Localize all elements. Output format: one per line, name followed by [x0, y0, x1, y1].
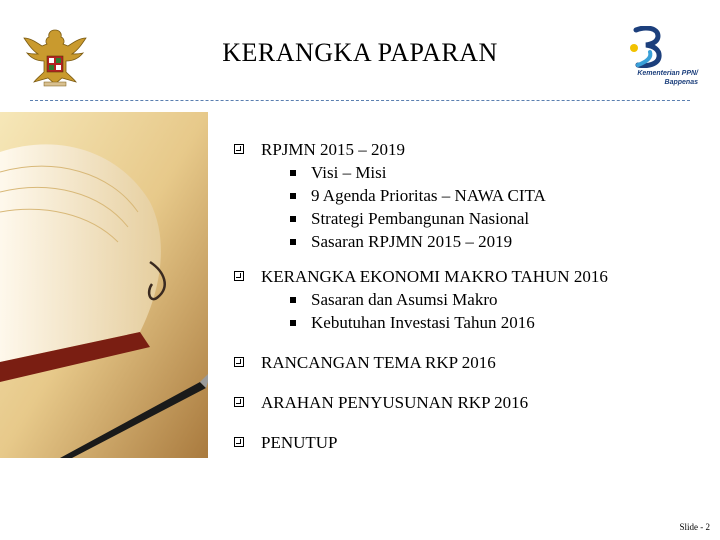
garuda-emblem-icon — [22, 24, 88, 90]
logo-text-line2: Bappenas — [664, 79, 698, 86]
square-bullet-icon — [290, 297, 296, 303]
square-bullet-icon — [290, 193, 296, 199]
section-title: RANCANGAN TEMA RKP 2016 — [261, 353, 496, 372]
bappenas-logo — [618, 26, 698, 92]
book-and-pen-image — [0, 112, 208, 458]
header-divider — [30, 100, 690, 101]
agenda-section-penutup — [234, 431, 704, 454]
sub-list — [288, 288, 608, 334]
list-item: Sasaran dan Asumsi Makro — [288, 288, 608, 311]
agenda-list — [234, 138, 704, 454]
agenda-section-arahan — [234, 391, 704, 414]
agenda-section-tema-rkp — [234, 351, 704, 374]
square-bullet-icon — [290, 320, 296, 326]
bappenas-logo-icon — [624, 26, 674, 68]
section-title: PENUTUP — [261, 433, 338, 452]
list-item: Kebutuhan Investasi Tahun 2016 — [288, 311, 608, 334]
list-item: Sasaran RPJMN 2015 – 2019 — [288, 230, 546, 253]
list-item: 9 Agenda Prioritas – NAWA CITA — [288, 184, 546, 207]
slide-number: Slide - 2 — [679, 522, 710, 532]
list-item: Strategi Pembangunan Nasional — [288, 207, 546, 230]
checkbox-bullet-icon — [234, 271, 244, 281]
checkbox-bullet-icon — [234, 437, 244, 447]
checkbox-bullet-icon — [234, 397, 244, 407]
logo-text-line1: Kementerian PPN/ — [637, 70, 698, 77]
checkbox-bullet-icon — [234, 357, 244, 367]
list-item: Visi – Misi — [288, 161, 546, 184]
square-bullet-icon — [290, 216, 296, 222]
square-bullet-icon — [290, 170, 296, 176]
slide-title: KERANGKA PAPARAN — [222, 38, 498, 67]
section-title: RPJMN 2015 – 2019 — [261, 140, 406, 159]
agenda-section-ekonomi-makro — [234, 265, 704, 334]
agenda-section-rpjmn — [234, 138, 704, 253]
square-bullet-icon — [290, 239, 296, 245]
section-title: KERANGKA EKONOMI MAKRO TAHUN 2016 — [261, 267, 608, 286]
checkbox-bullet-icon — [234, 144, 244, 154]
sub-list — [288, 161, 546, 253]
section-title: ARAHAN PENYUSUNAN RKP 2016 — [261, 393, 529, 412]
